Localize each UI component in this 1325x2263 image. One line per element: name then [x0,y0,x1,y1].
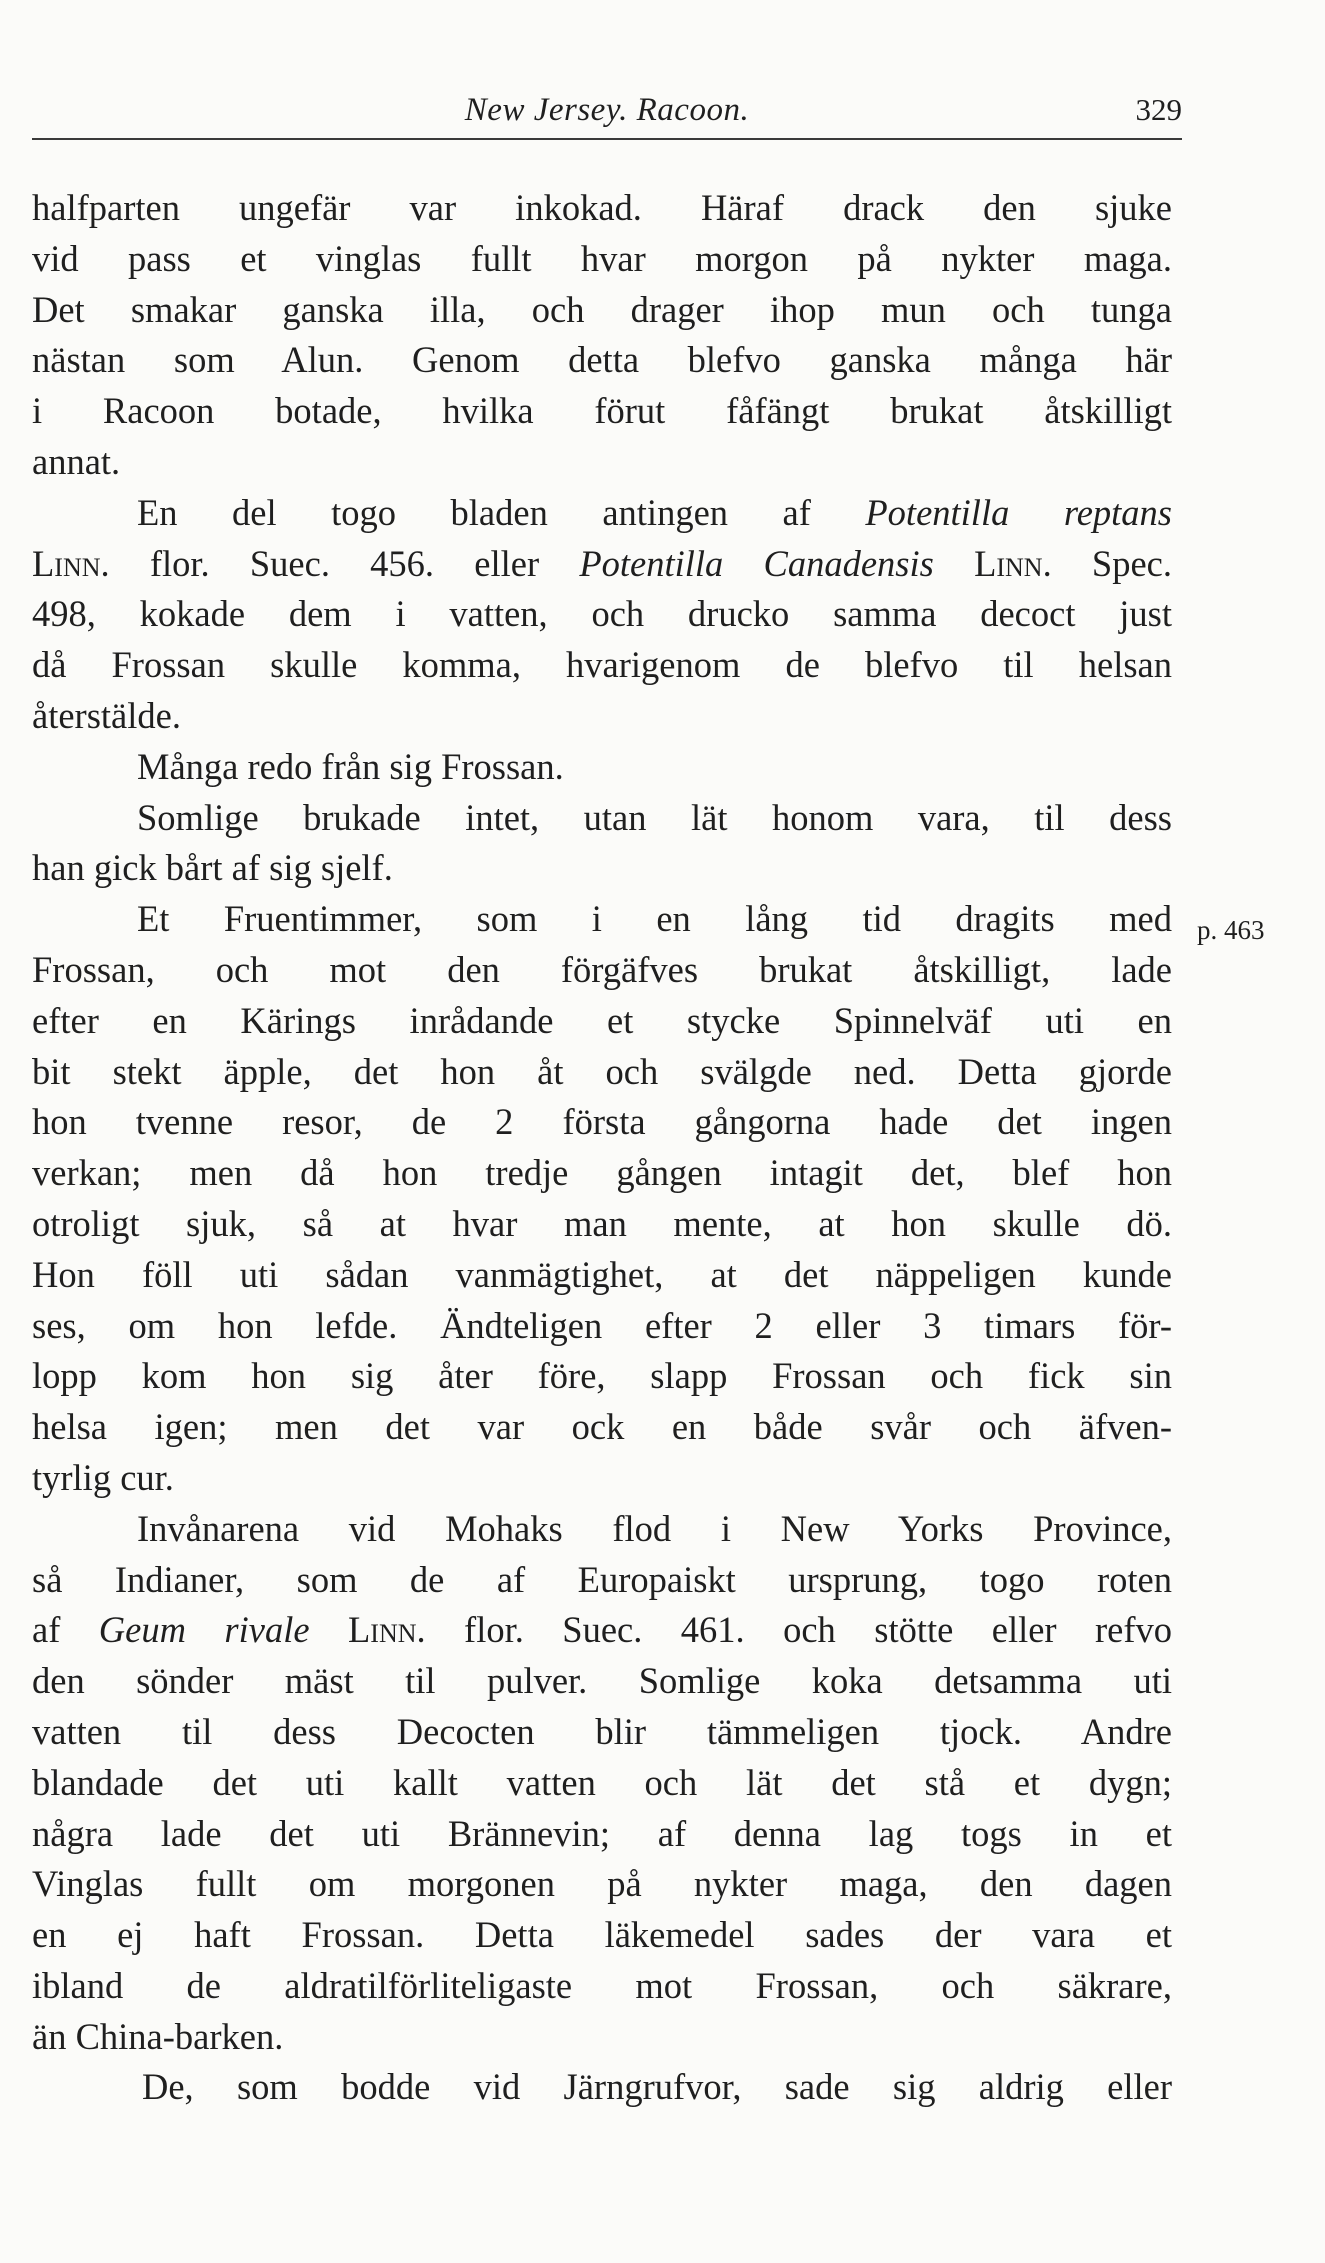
text-line: nästan som Alun. Genom detta blefvo ganska många här [32,339,1172,381]
text-line: än China-barken. [32,2015,284,2057]
text-line: han gick bårt af sig sjelf. [32,847,393,889]
page-header [32,88,1182,132]
text-line: Frossan, och mot den förgäfves brukat åtskilligt, lade [32,948,1172,990]
text-line: Invånarena vid Mohaks flod i New Yorks Province, [137,1507,1172,1549]
text-line [32,539,1172,590]
species-name: Potentilla reptans [865,491,1172,533]
text-line: vatten til dess Decocten blir tämmeligen tjock. Andre [32,1710,1172,1752]
text-line: Hon föll uti sådan vanmägtighet, at det näppeligen kunde [32,1253,1172,1295]
species-name: Geum rivale [98,1609,310,1651]
text-line: helsa igen; men det var ock en både svår och äfven- [32,1406,1172,1448]
text-line: verkan; men då hon tredje gången intagit det, blef hon [32,1152,1172,1194]
text-line: tyrlig cur. [32,1456,174,1498]
text-line: efter en Kärings inrådande et stycke Spinnelväf uti en [32,999,1172,1041]
margin-page-reference: p. 463 [1197,915,1265,945]
text-line: halfparten ungefär var inkokad. Häraf drack den sjuke [32,187,1172,228]
text-line: blandade det uti kallt vatten och lät det stå et dygn; [32,1761,1172,1803]
text-run: . flor. Suec. 461. och stötte eller refvo [416,1609,1173,1651]
header-rule [32,138,1182,140]
text-run: . flor. Suec. 456. eller [100,542,580,584]
text-line: De, som bodde vid Järngrufvor, sade sig aldrig eller [142,2066,1172,2108]
text-line [32,1605,1172,1656]
text-run: En del togo bladen antingen af [137,491,866,533]
text-line: Det smakar ganska illa, och drager ihop mun och tunga [32,288,1172,330]
text-line: Många redo från sig Frossan. [137,745,564,787]
text-line: den sönder mäst til pulver. Somlige koka detsamma uti [32,1660,1172,1702]
text-line: bit stekt äpple, det hon åt och svälgde ned. Detta gjorde [32,1050,1172,1092]
author-abbrev: Linn [347,1609,417,1651]
species-name: Potentilla Canadensis [579,542,934,584]
text-line: ses, om hon lefde. Ändteligen efter 2 eller 3 timars för- [32,1304,1172,1346]
running-head: New Jersey. Racoon. [464,92,750,128]
text-line: 498, kokade dem i vatten, och drucko samma decoct just [32,593,1172,635]
text-line: då Frossan skulle komma, hvarigenom de blefvo til helsan [32,644,1172,686]
text-run: . Spec. [1042,542,1172,584]
text-line: återstälde. [32,694,181,736]
text-line: vid pass et vinglas fullt hvar morgon på nykter maga. [32,237,1172,279]
text-line: några lade det uti Brännevin; af denna lag togs in et [32,1812,1172,1854]
text-line: otroligt sjuk, så at hvar man mente, at hon skulle dö. [32,1202,1172,1244]
text-run: af [32,1609,99,1651]
text-line: en ej haft Frossan. Detta läkemedel sades der vara et [32,1914,1172,1956]
text-line: i Racoon botade, hvilka förut fåfängt brukat åtskilligt [32,390,1172,432]
page-number: 329 [1135,92,1182,127]
author-abbrev: Linn [32,542,101,584]
text-line: Vinglas fullt om morgonen på nykter maga, den dagen [32,1863,1172,1905]
text-line: lopp kom hon sig åter före, slapp Frossan och fick sin [32,1355,1172,1397]
text-line: Et Fruentimmer, som i en lång tid dragits med [137,898,1172,940]
text-line: ibland de aldratilförliteligaste mot Frossan, och säkrare, [32,1964,1172,2006]
body-text [32,183,1172,2113]
text-line: hon tvenne resor, de 2 första gångorna hade det ingen [32,1101,1172,1143]
text-line: så Indianer, som de af Europaiskt ursprung, togo roten [32,1558,1172,1600]
text-line: annat. [32,440,121,482]
author-abbrev: Linn [974,542,1043,584]
text-line: Somlige brukade intet, utan lät honom vara, til dess [137,796,1172,838]
text-line [32,488,1172,539]
